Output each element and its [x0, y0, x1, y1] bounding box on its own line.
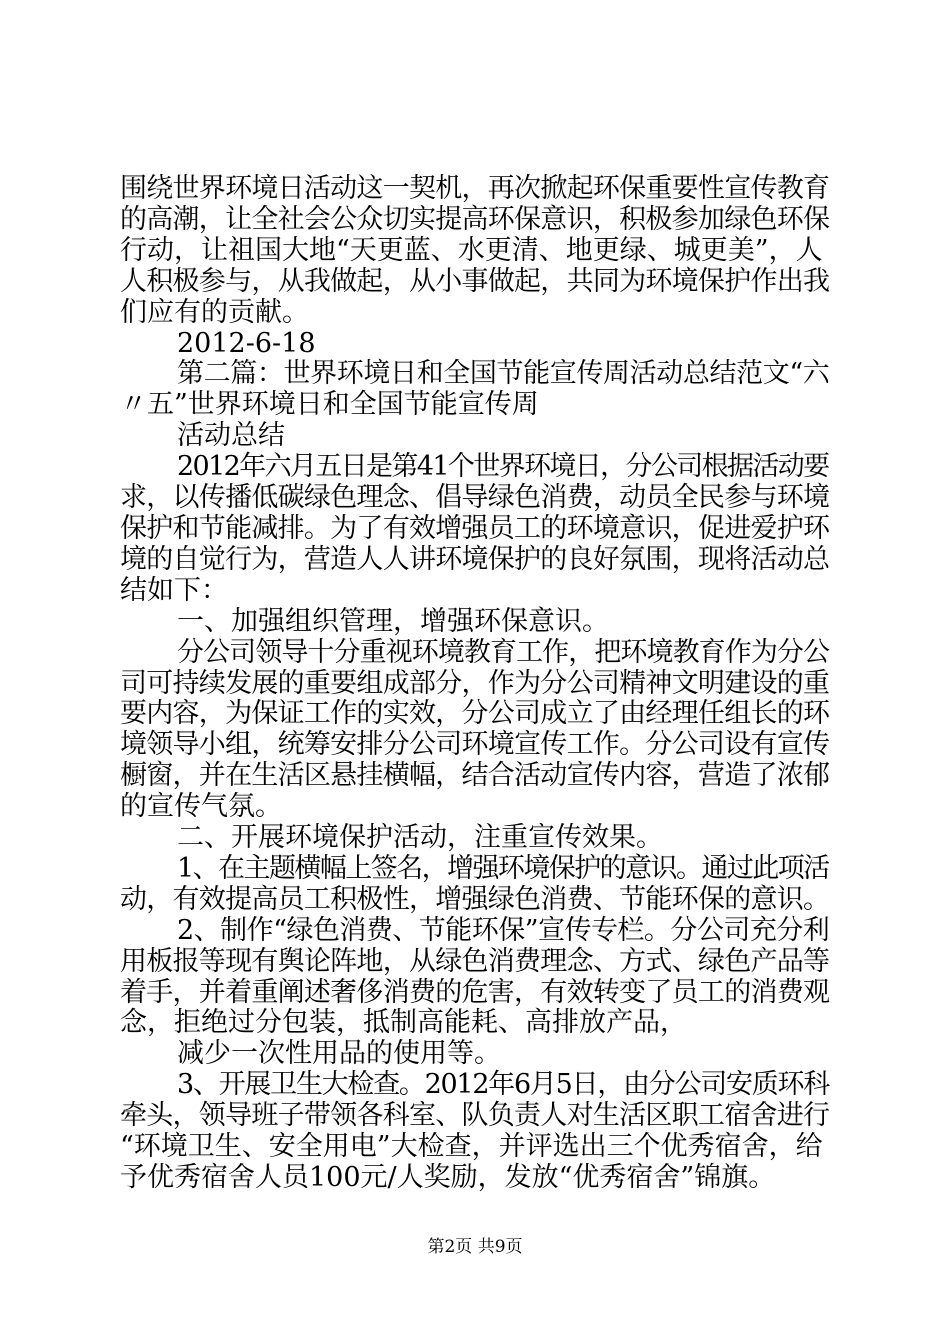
text-line: 保护和节能减排。为了有效增强员工的环境意识，促进爱护环 — [120, 512, 830, 544]
subheading: 二、开展环境保护活动，注重宣传效果。 — [177, 822, 663, 854]
text-line: 要内容，为保证工作的实效，分公司成立了由经理任组长的环 — [120, 698, 830, 730]
text-line: 用板报等现有舆论阵地，从绿色消费理念、方式、绿色产品等 — [120, 945, 830, 977]
text-line: 减少一次性用品的使用等。 — [177, 1038, 501, 1070]
text-line: 3、开展卫生大检查。2012年6月5日，由分公司安质环科 — [177, 1069, 829, 1101]
text-line: 围绕世界环境日活动这一契机，再次掀起环保重要性宣传教育 — [120, 173, 830, 204]
text-line: 的宣传气氛。 — [120, 791, 282, 823]
section-heading: 活动总结 — [177, 420, 285, 452]
text-line: 橱窗，并在生活区悬挂横幅，结合活动宣传内容，营造了浓郁 — [120, 760, 830, 792]
text-line: 境领导小组，统筹安排分公司环境宣传工作。分公司设有宣传 — [120, 729, 830, 761]
text-line: “环境卫生、安全用电”大检查，并评选出三个优秀宿舍，给 — [120, 1131, 823, 1163]
text-line: 动，有效提高员工积极性，增强绿色消费、节能环保的意识。 — [120, 883, 830, 915]
text-line: 行动，让祖国大地“天更蓝、水更清、地更绿、城更美”，人 — [120, 234, 823, 266]
text-line: 2012年六月五日是第41个世界环境日，分公司根据活动要 — [177, 451, 829, 483]
text-line: 2、制作“绿色消费、节能环保”宣传专栏。分公司充分利 — [177, 914, 830, 946]
section-heading: 第二篇：世界环境日和全国节能宣传周活动总结范文“六 — [177, 358, 830, 390]
text-line: 着手，并着重阐述奢侈消费的危害，有效转变了员工的消费观 — [120, 976, 830, 1008]
subheading: 一、加强组织管理，增强环保意识。 — [177, 605, 609, 637]
text-line: 司可持续发展的重要组成部分，作为分公司精神文明建设的重 — [120, 667, 830, 699]
text-line: 分公司领导十分重视环境教育工作，把环境教育作为分公 — [177, 636, 830, 668]
text-line: 予优秀宿舍人员100元/人奖励，发放“优秀宿舍”锦旗。 — [120, 1162, 776, 1193]
text-line: 牵头，领导班子带领各科室、队负责人对生活区职工宿舍进行 — [120, 1100, 830, 1132]
page-footer: 第2页 共9页 — [427, 1237, 523, 1257]
text-line: 们应有的贡献。 — [120, 296, 309, 328]
text-line: 念，拒绝过分包装，抵制高能耗、高排放产品， — [120, 1007, 687, 1039]
text-line: 境的自觉行为，营造人人讲环境保护的良好氛围，现将活动总 — [120, 543, 830, 575]
date-line: 2012-6-18 — [177, 327, 316, 359]
text-line: 人积极参与，从我做起，从小事做起，共同为环境保护作出我 — [120, 265, 830, 297]
text-line: 1、在主题横幅上签名，增强环境保护的意识。通过此项活 — [177, 852, 829, 884]
text-line: 结如下： — [120, 574, 228, 606]
text-line: 的高潮，让全社会公众切实提高环保意识，积极参加绿色环保 — [120, 203, 830, 235]
text-line: 求，以传播低碳绿色理念、倡导绿色消费，动员全民参与环境 — [120, 482, 830, 514]
section-heading: 〃五”世界环境日和全国节能宣传周 — [120, 389, 539, 421]
